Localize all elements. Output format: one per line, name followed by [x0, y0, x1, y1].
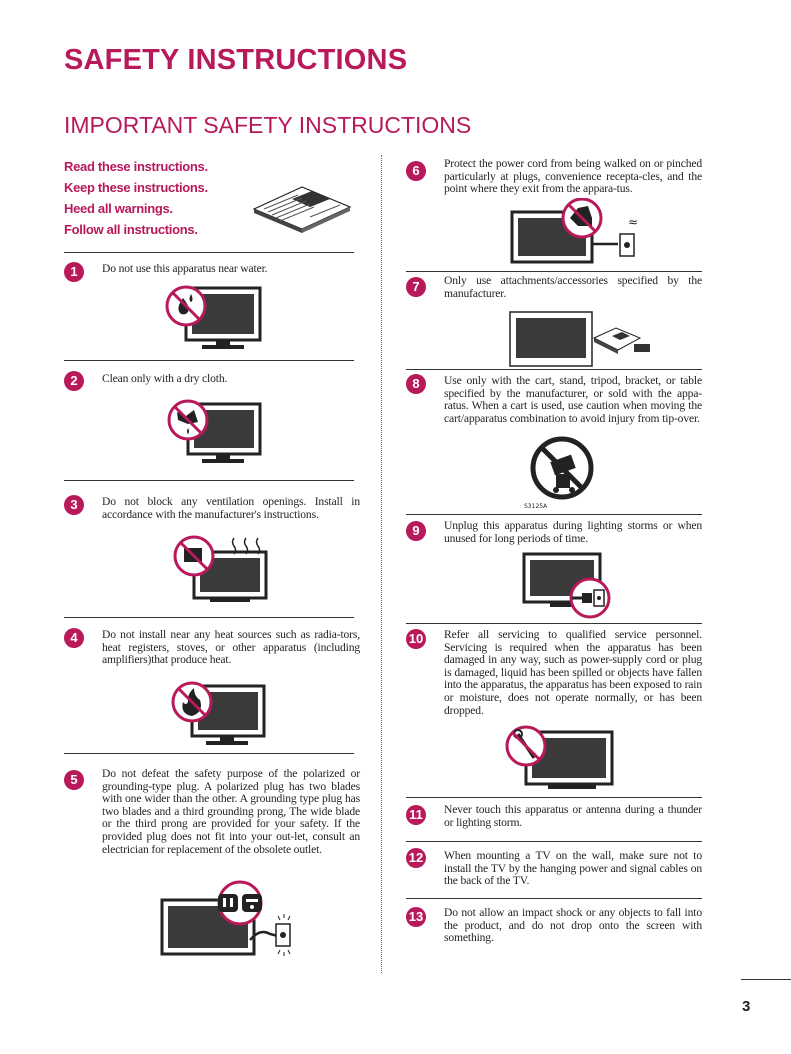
page-number-rule — [741, 979, 791, 980]
item-text: Do not install near any heat sources such as radia-tors, heat registers, stoves, or other apparatus (including amplifiers)that produce heat. — [102, 628, 360, 667]
item-text: Do not block any ventilation openings. Install in accordance with the manufacturer's instructions. — [102, 495, 360, 521]
divider — [406, 514, 702, 515]
item-text: Unplug this apparatus during lighting storms or when unused for long periods of time. — [444, 519, 702, 545]
read-line: Read these instructions. — [64, 159, 208, 174]
svg-text:≈: ≈ — [628, 215, 639, 229]
read-line: Heed all warnings. — [64, 201, 173, 216]
page-number: 3 — [742, 998, 751, 1015]
tv-accessories-icon — [508, 310, 668, 368]
item-number: 5 — [64, 770, 84, 790]
item-number: 6 — [406, 161, 426, 181]
tv-unplug-icon — [522, 552, 622, 622]
manual-book-icon — [250, 185, 355, 233]
tv-power-cord-icon — [508, 198, 648, 268]
read-instructions-list — [64, 156, 208, 240]
page-title: SAFETY INSTRUCTIONS — [64, 44, 408, 76]
divider — [406, 898, 702, 899]
item-number: 9 — [406, 521, 426, 541]
item-number: 8 — [406, 374, 426, 394]
item-text: Only use attachments/accessories specified by the manufacturer. — [444, 274, 702, 300]
tv-servicing-icon — [504, 724, 616, 794]
item-number: 10 — [406, 629, 426, 649]
item-number: 13 — [406, 907, 426, 927]
item-text: Never touch this apparatus or antenna during a thunder or lighting storm. — [444, 803, 702, 829]
tv-cloth-icon — [166, 398, 266, 468]
item-text: Do not defeat the safety purpose of the polarized or grounding-type plug. A polarized plug has two blades with one wider than the other. A grounding type plug has two blades and a third grounding prong, The wide blade or the third prong are provided for your safety. If the provided plug does not fit into your out-let, consult an electrician for replacement of the obsolete outlet. — [102, 767, 360, 856]
divider — [406, 797, 702, 798]
item-number: 4 — [64, 628, 84, 648]
divider — [406, 271, 702, 272]
divider — [406, 841, 702, 842]
tv-heat-icon — [170, 680, 270, 750]
item-text: Refer all servicing to qualified service personnel. Servicing is required when the apparatus has been damaged in any way, such as power-supply cord or plug is damaged, liquid has been spilled or objects have fallen into the apparatus, the apparatus has been exposed to rain or moisture, does not operate normally, or has been dropped. — [444, 628, 702, 717]
cart-label: S3125A — [524, 503, 548, 510]
read-line: Keep these instructions. — [64, 180, 208, 195]
read-line: Follow all instructions. — [64, 222, 198, 237]
item-number: 7 — [406, 277, 426, 297]
item-number: 11 — [406, 805, 426, 825]
item-number: 2 — [64, 371, 84, 391]
item-text: Clean only with a dry cloth. — [102, 372, 228, 385]
divider — [406, 369, 702, 370]
divider — [406, 623, 702, 624]
item-text: Do not use this apparatus near water. — [102, 262, 268, 275]
item-number: 1 — [64, 262, 84, 282]
item-text: When mounting a TV on the wall, make sure not to install the TV by the hanging power and signal cables on the back of the TV. — [444, 849, 702, 888]
divider — [64, 753, 354, 754]
tv-plug-icon — [160, 880, 300, 960]
divider — [64, 480, 354, 481]
item-number: 12 — [406, 848, 426, 868]
item-text: Protect the power cord from being walked on or pinched particularly at plugs, convenience recepta-cles, and the point where they exit from the appara-tus. — [444, 157, 702, 196]
divider — [64, 360, 354, 361]
tv-ventilation-icon — [172, 534, 272, 608]
column-divider — [381, 155, 382, 973]
divider — [64, 617, 354, 618]
divider — [64, 252, 354, 253]
item-text: Do not allow an impact shock or any objects to fall into the product, and do not drop onto the screen with something. — [444, 906, 702, 945]
tv-water-icon — [164, 284, 264, 354]
section-title: IMPORTANT SAFETY INSTRUCTIONS — [64, 112, 472, 138]
item-text: Use only with the cart, stand, tripod, bracket, or table specified by the manufacturer, or sold with the appa-ratus. When a cart is used, use caution when moving the cart/apparatus combination to avoid injury from tip-over. — [444, 374, 702, 425]
item-number: 3 — [64, 495, 84, 515]
cart-tipover-icon — [522, 436, 602, 512]
